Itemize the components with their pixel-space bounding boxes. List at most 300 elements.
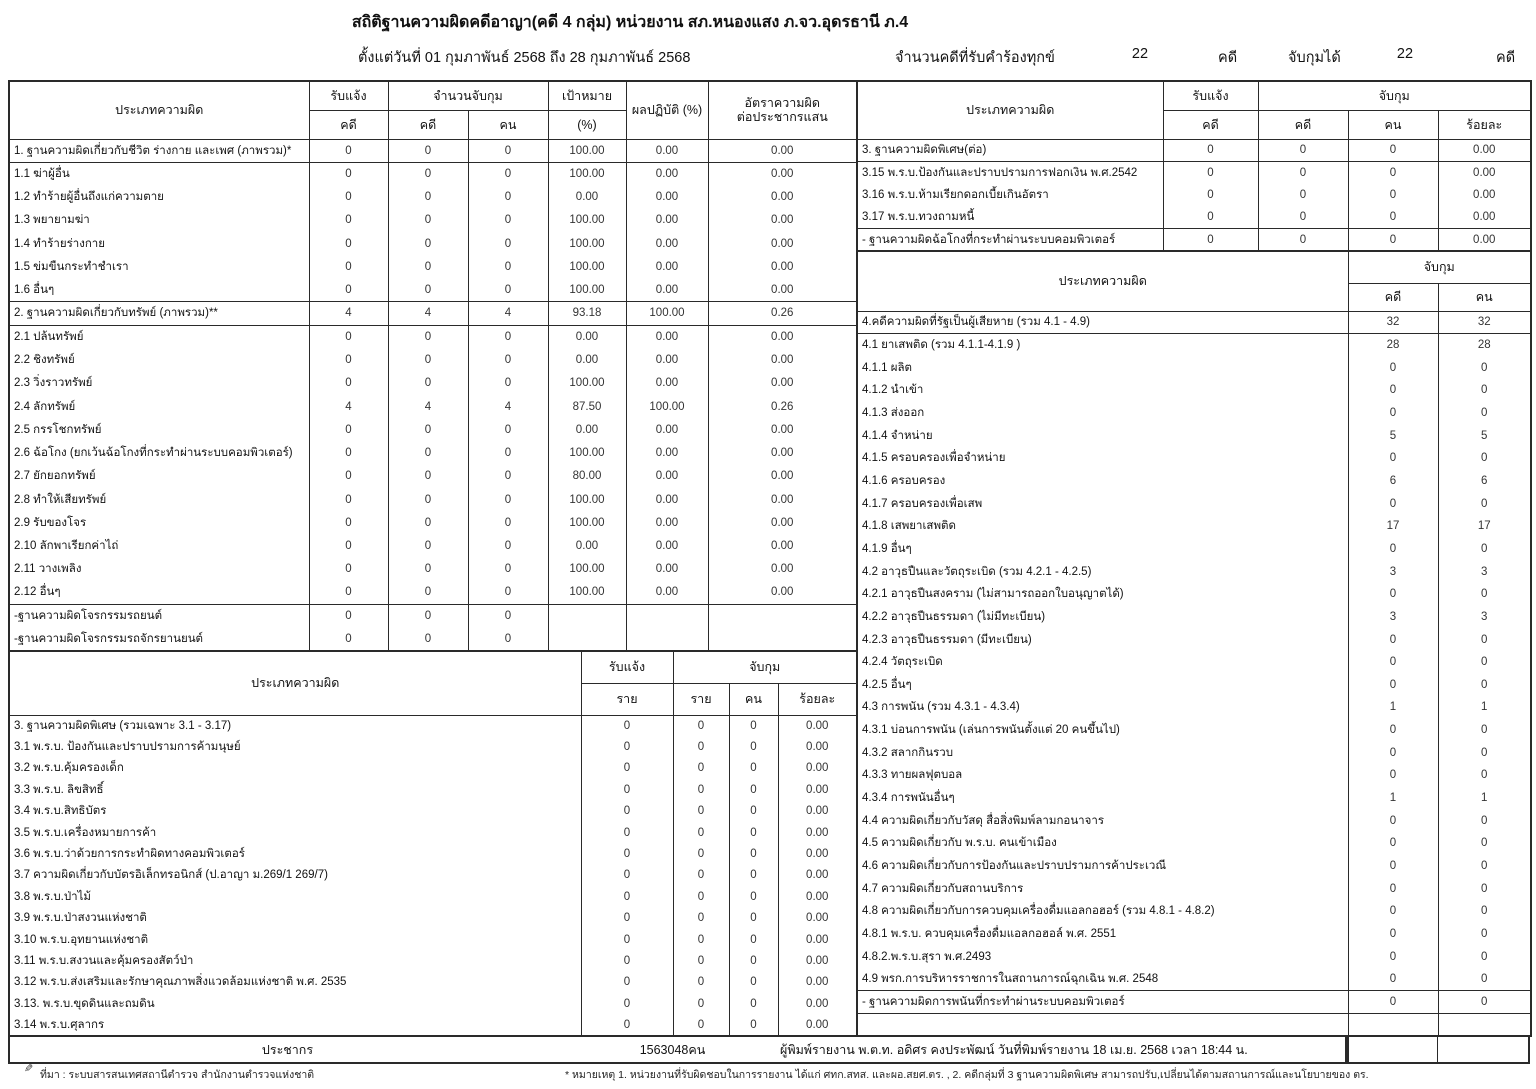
row-value: 0: [309, 418, 388, 441]
row-value: 0: [1348, 651, 1438, 674]
table-row: [857, 538, 1531, 561]
row-value: 100.00: [548, 255, 626, 278]
row-value: 100.00: [548, 139, 626, 162]
table-row: [857, 674, 1531, 697]
row-value: [548, 628, 626, 651]
table-row: [857, 945, 1531, 968]
table-row: [857, 311, 1531, 334]
row-value: 0: [1438, 447, 1531, 470]
row-value: 0: [1163, 206, 1258, 228]
row-value: 0: [388, 465, 468, 488]
row-value: 4: [468, 395, 548, 418]
table-row: [9, 715, 857, 736]
row-value: 0: [388, 558, 468, 581]
row-value: 0: [309, 628, 388, 651]
table-special-offenses: [8, 650, 858, 1037]
row-value: 0.00: [626, 558, 708, 581]
table-row: [857, 877, 1531, 900]
table-row: [9, 186, 857, 209]
row-value: 0.00: [708, 535, 857, 558]
row-value: 6: [1348, 470, 1438, 493]
row-value: 0: [729, 908, 778, 929]
row-value: 100.00: [626, 395, 708, 418]
col-header-offense-type: ประเภทความผิด: [9, 651, 581, 715]
row-value: 0.00: [548, 348, 626, 371]
row-value: 0: [1348, 139, 1438, 161]
row-value: 32: [1438, 311, 1531, 334]
row-value: 0: [1163, 229, 1258, 251]
row-value: 0: [1438, 991, 1531, 1014]
row-value: 0: [468, 279, 548, 302]
row-value: 0.00: [778, 886, 857, 907]
row-value: 0: [673, 886, 729, 907]
row-value: 0: [309, 372, 388, 395]
row-value: 0: [468, 418, 548, 441]
row-value: 0: [673, 843, 729, 864]
row-value: 100.00: [626, 302, 708, 325]
row-value: 100.00: [548, 558, 626, 581]
row-value: 100.00: [548, 581, 626, 604]
table-row: [857, 968, 1531, 991]
row-label: 3.1 พ.ร.บ. ป้องกันและปราบปรามการค้ามนุษย์: [14, 741, 241, 754]
row-value: 0.00: [708, 581, 857, 604]
table-row: [857, 741, 1531, 764]
row-value: 0: [1348, 161, 1438, 183]
col-subheader-case: คดี: [1258, 110, 1348, 139]
row-label: 4.คดีความผิดที่รัฐเป็นผู้เสียหาย (รวม 4.1 - 4.9): [857, 311, 1348, 334]
row-value: 0: [309, 255, 388, 278]
row-value: 0: [1438, 492, 1531, 515]
row-value: 0.00: [778, 1014, 857, 1035]
row-value: 0.00: [626, 186, 708, 209]
row-value: 0: [468, 441, 548, 464]
row-value: 0: [729, 715, 778, 736]
table-row: [857, 651, 1531, 674]
row-value: 0: [309, 139, 388, 162]
table-row: [857, 161, 1531, 183]
table-row: [9, 162, 857, 185]
row-value: 0: [388, 511, 468, 534]
row-value: 0: [309, 348, 388, 371]
rate-line1: อัตราความผิด: [744, 95, 820, 110]
row-value: 0: [1163, 184, 1258, 206]
table-state-victim-offenses: [856, 250, 1532, 1037]
row-value: 0: [388, 535, 468, 558]
row-label: 3.11 พ.ร.บ.สงวนและคุ้มครองสัตว์ป่า: [14, 954, 194, 967]
row-value: 0.00: [626, 535, 708, 558]
row-value: 0: [673, 950, 729, 971]
row-value: 0: [729, 736, 778, 757]
row-value: 3: [1438, 606, 1531, 629]
col-subheader-pct: (%): [548, 110, 626, 139]
row-value: 0.00: [1438, 161, 1531, 183]
row-value: 0: [1348, 402, 1438, 425]
row-value: 0: [1348, 900, 1438, 923]
row-value: 6: [1438, 470, 1531, 493]
row-value: 0: [1348, 945, 1438, 968]
table-row: [9, 929, 857, 950]
row-label: 4.8.2.พ.ร.บ.สุรา พ.ศ.2493: [862, 950, 992, 963]
row-label: 4.3.2 สลากกินรวบ: [862, 746, 954, 759]
col-header-offense-type: ประเภทความผิด: [857, 251, 1348, 311]
row-value: 0: [1438, 583, 1531, 606]
row-value: [1438, 1013, 1531, 1036]
row-value: 0.26: [708, 395, 857, 418]
row-label: - ฐานความผิดการพนันที่กระทำผ่านระบบคอมพิวเตอร์: [857, 991, 1348, 1014]
row-value: 0: [388, 139, 468, 162]
row-value: 0: [1438, 945, 1531, 968]
row-label: 4.2.4 วัตถุระเบิด: [862, 656, 943, 669]
table-row: [857, 764, 1531, 787]
row-value: 0.00: [626, 162, 708, 185]
row-value: 0: [581, 1014, 673, 1035]
table-row: [9, 488, 857, 511]
row-value: 0.00: [708, 255, 857, 278]
col-header-offense-type: ประเภทความผิด: [9, 81, 309, 139]
page-title: สถิติฐานความผิดคดีอาญา(คดี 4 กลุ่ม) หน่วยงาน สภ.หนองแสง ภ.จว.อุดรธานี ภ.4: [351, 14, 909, 31]
row-value: 100.00: [548, 372, 626, 395]
row-value: 0: [1438, 741, 1531, 764]
row-value: 0: [581, 715, 673, 736]
row-value: 0.00: [778, 843, 857, 864]
row-value: 0: [309, 558, 388, 581]
table-row: [9, 511, 857, 534]
row-value: 0.00: [626, 372, 708, 395]
row-value: 0.00: [708, 139, 857, 162]
row-label: 3.15 พ.ร.บ.ป้องกันและปราบปรามการฟอกเงิน พ.ศ.2542: [862, 166, 1138, 179]
col-subheader-pct: ร้อยละ: [1438, 110, 1531, 139]
row-value: 0: [1438, 674, 1531, 697]
table-row: [857, 696, 1531, 719]
table-row: [9, 1014, 857, 1035]
row-value: 0: [468, 348, 548, 371]
row-value: 93.18: [548, 302, 626, 325]
row-value: 0: [468, 372, 548, 395]
row-value: 0: [729, 886, 778, 907]
row-label: 3.8 พ.ร.บ.ป่าไม้: [14, 890, 91, 903]
row-value: 0: [1348, 741, 1438, 764]
row-label: 4.1.1 ผลิต: [862, 361, 913, 374]
table-row: [9, 950, 857, 971]
row-value: 0: [729, 1014, 778, 1035]
row-label: 3.10 พ.ร.บ.อุทยานแห่งชาติ: [14, 933, 149, 946]
row-value: 0: [673, 929, 729, 950]
row-label: -ฐานความผิดโจรกรรมรถยนต์: [14, 610, 163, 623]
row-value: 0: [1348, 855, 1438, 878]
table-row: [857, 356, 1531, 379]
row-value: 0.00: [708, 488, 857, 511]
row-value: [548, 604, 626, 627]
table-row: [857, 719, 1531, 742]
row-value: 0: [1438, 719, 1531, 742]
col-header-result-pct: ผลปฏิบัติ (%): [626, 81, 708, 139]
table-row: [857, 515, 1531, 538]
complaints-unit: คดี: [1218, 50, 1238, 66]
row-value: 0.00: [778, 715, 857, 736]
row-value: 0.00: [708, 209, 857, 232]
table-row: [857, 1013, 1531, 1036]
row-value: 0: [388, 604, 468, 627]
row-value: 0: [468, 581, 548, 604]
row-value: 0: [581, 972, 673, 993]
row-value: 0.00: [1438, 229, 1531, 251]
row-label: 3.9 พ.ร.บ.ป่าสงวนแห่งชาติ: [14, 912, 147, 925]
col-header-arrest-count: จำนวนจับกุม: [388, 81, 548, 110]
row-label: 1. ฐานความผิดเกี่ยวกับชีวิต ร่างกาย และเพศ (ภาพรวม)*: [9, 139, 309, 162]
row-value: [626, 628, 708, 651]
row-value: 0: [388, 255, 468, 278]
row-value: 100.00: [548, 488, 626, 511]
row-value: 0: [673, 779, 729, 800]
complaints-value: 22: [1131, 46, 1149, 62]
row-value: 0: [581, 886, 673, 907]
row-value: 0: [729, 758, 778, 779]
footer-empty-cell-person: [1437, 1037, 1528, 1062]
table-row: [9, 441, 857, 464]
row-label: 4.1.6 ครอบครอง: [862, 474, 946, 487]
arrest-unit: คดี: [1496, 50, 1516, 66]
row-label: 4.3 การพนัน (รวม 4.3.1 - 4.3.4): [862, 701, 1020, 714]
row-value: 0: [581, 865, 673, 886]
table-row: [9, 908, 857, 929]
row-value: 0.00: [778, 801, 857, 822]
row-value: 0: [729, 779, 778, 800]
row-value: 0: [1348, 379, 1438, 402]
row-value: 0: [388, 232, 468, 255]
table-row: [857, 334, 1531, 357]
table-row: [9, 209, 857, 232]
table-row: [9, 418, 857, 441]
row-value: 0: [1258, 229, 1348, 251]
row-label: 3.7 ความผิดเกี่ยวกับบัตรอิเล็กทรอนิกส์ (ป.อาญา ม.269/1 269/7): [14, 869, 328, 882]
row-value: 0: [388, 488, 468, 511]
row-value: 0: [673, 993, 729, 1014]
row-value: 0: [309, 511, 388, 534]
table-row: [857, 402, 1531, 425]
col-header-rate-per-100k: [708, 81, 857, 139]
table-row: [857, 832, 1531, 855]
table-row: [9, 736, 857, 757]
table-row: [9, 604, 857, 627]
row-value: 0.00: [626, 209, 708, 232]
row-value: 0: [1438, 538, 1531, 561]
row-value: 0: [1438, 651, 1531, 674]
row-value: 0.00: [548, 418, 626, 441]
row-value: 0: [468, 255, 548, 278]
row-value: 1: [1348, 696, 1438, 719]
row-label: 2.4 ลักทรัพย์: [14, 400, 76, 413]
col-subheader-person: คน: [468, 110, 548, 139]
row-label: 4.1.2 นำเข้า: [862, 384, 924, 397]
row-value: 0: [468, 558, 548, 581]
table-row: [857, 628, 1531, 651]
row-value: 0: [1438, 877, 1531, 900]
row-value: 0: [388, 348, 468, 371]
row-value: 0: [1348, 832, 1438, 855]
table-row: [857, 809, 1531, 832]
row-label: 4.7 ความผิดเกี่ยวกับสถานบริการ: [862, 882, 1024, 895]
row-value: 100.00: [548, 162, 626, 185]
row-value: 0.00: [626, 325, 708, 348]
row-value: 3: [1438, 560, 1531, 583]
row-label: -ฐานความผิดโจรกรรมรถจักรยานยนต์: [14, 632, 204, 645]
row-value: 0: [581, 779, 673, 800]
row-label: 4.3.4 การพนันอื่นๆ: [862, 792, 955, 805]
row-label: 1.2 ทำร้ายผู้อื่นถึงแก่ความตาย: [14, 191, 164, 204]
row-label: 3.5 พ.ร.บ.เครื่องหมายการค้า: [14, 826, 157, 839]
row-value: 0.00: [548, 535, 626, 558]
row-value: 0: [581, 801, 673, 822]
row-value: 4: [309, 395, 388, 418]
row-value: 0: [1348, 968, 1438, 991]
row-value: [708, 628, 857, 651]
row-value: 0: [1438, 764, 1531, 787]
row-value: 0: [581, 993, 673, 1014]
table-row: [857, 379, 1531, 402]
footer-empty-cells: [1347, 1035, 1530, 1064]
row-label: 4.2.3 อาวุธปืนธรรมดา (มีทะเบียน): [862, 633, 1032, 646]
row-value: 0: [1438, 855, 1531, 878]
row-value: 80.00: [548, 465, 626, 488]
row-value: 3: [1348, 606, 1438, 629]
row-value: 0: [468, 162, 548, 185]
row-value: 0: [388, 325, 468, 348]
row-value: 0.26: [708, 302, 857, 325]
row-value: 0.00: [778, 993, 857, 1014]
table-row: [857, 787, 1531, 810]
row-value: 0: [1348, 923, 1438, 946]
row-value: 0: [1438, 968, 1531, 991]
row-label: 4.2.2 อาวุธปืนธรรมดา (ไม่มีทะเบียน): [862, 610, 1046, 623]
complaints-label: จำนวนคดีที่รับคำร้องทุกข์: [895, 50, 1055, 66]
table-row: [857, 206, 1531, 228]
row-value: 0: [1438, 900, 1531, 923]
row-label: 4.1.9 อื่นๆ: [862, 542, 912, 555]
pen-icon: ✎: [24, 1063, 34, 1075]
row-label: 2.1 ปล้นทรัพย์: [14, 331, 84, 343]
col-subheader-case: คดี: [388, 110, 468, 139]
row-label: 3.14 พ.ร.บ.ศุลากร: [14, 1018, 105, 1031]
table-row: [857, 447, 1531, 470]
row-label: - ฐานความผิดฉ้อโกงที่กระทำผ่านระบบคอมพิวเตอร์: [857, 229, 1163, 251]
table-row: [9, 993, 857, 1014]
row-label: 3.16 พ.ร.บ.ห้ามเรียกดอกเบี้ยเกินอัตรา: [862, 188, 1049, 201]
row-value: 0: [1438, 923, 1531, 946]
table-row: [9, 628, 857, 651]
row-value: 17: [1438, 515, 1531, 538]
row-label: 3.3 พ.ร.บ. ลิขสิทธิ์: [14, 783, 104, 796]
row-value: 0: [309, 232, 388, 255]
col-subheader-rai: ราย: [673, 683, 729, 715]
row-value: 17: [1348, 515, 1438, 538]
row-label: 3. ฐานความผิดพิเศษ(ต่อ): [857, 139, 1163, 161]
row-value: 0: [1348, 991, 1438, 1014]
row-value: 0.00: [708, 465, 857, 488]
row-value: 4: [309, 302, 388, 325]
table-row: [857, 184, 1531, 206]
row-label: 4.1.7 ครอบครองเพื่อเสพ: [862, 497, 983, 510]
col-header-arrest: จับกุม: [1348, 251, 1531, 283]
row-value: 0: [1348, 583, 1438, 606]
row-label: 4.5 ความผิดเกี่ยวกับ พ.ร.บ. คนเข้าเมือง: [862, 837, 1057, 850]
table-row: [857, 900, 1531, 923]
table-row: [9, 865, 857, 886]
table-row: [9, 822, 857, 843]
row-value: 0: [388, 209, 468, 232]
row-value: 0: [729, 929, 778, 950]
row-value: 0: [468, 465, 548, 488]
row-value: 0: [309, 441, 388, 464]
row-label: 3. ฐานความผิดพิเศษ (รวมเฉพาะ 3.1 - 3.17): [14, 719, 232, 732]
row-value: 0: [388, 628, 468, 651]
row-value: 0: [468, 535, 548, 558]
row-value: 0.00: [778, 779, 857, 800]
row-value: 0: [729, 993, 778, 1014]
row-value: 0: [729, 950, 778, 971]
row-value: 0: [309, 465, 388, 488]
row-value: 0.00: [778, 972, 857, 993]
row-value: 0.00: [708, 418, 857, 441]
row-label: 4.1.4 จำหน่าย: [862, 429, 933, 442]
row-value: 0: [1348, 447, 1438, 470]
row-value: 0: [729, 801, 778, 822]
row-value: 0.00: [778, 736, 857, 757]
row-value: 28: [1438, 334, 1531, 357]
col-subheader-person: คน: [1348, 110, 1438, 139]
row-value: 0.00: [626, 465, 708, 488]
printed-by: ผู้พิมพ์รายงาน พ.ต.ท. อดิศร คงประพัฒน์ วันที่พิมพ์รายงาน 18 เม.ย. 2568 เวลา 18:44 น.: [780, 1042, 1248, 1057]
row-value: 0.00: [708, 325, 857, 348]
row-label: 1.4 ทำร้ายร่างกาย: [14, 237, 106, 250]
row-label: 2.11 วางเพลิง: [14, 563, 82, 576]
row-value: 87.50: [548, 395, 626, 418]
row-value: 0: [581, 736, 673, 757]
population-value: 1563048คน: [639, 1042, 706, 1057]
row-value: 0: [388, 418, 468, 441]
rate-line2: ต่อประชากรแสน: [736, 110, 828, 125]
table-row: [9, 535, 857, 558]
row-value: 0: [468, 604, 548, 627]
row-label: 4.1.8 เสพยาเสพติด: [862, 520, 956, 533]
row-label: 4.8 ความผิดเกี่ยวกับการควบคุมเครื่องดื่มแอลกอฮอร์ (รวม 4.8.1 - 4.8.2): [862, 905, 1215, 918]
row-value: 0: [468, 325, 548, 348]
row-value: 28: [1348, 334, 1438, 357]
row-label: 4.1 ยาเสพติด (รวม 4.1.1-4.1.9 ): [862, 339, 1021, 352]
table-row: [857, 991, 1531, 1014]
row-label: 2.2 ชิงทรัพย์: [14, 354, 75, 367]
row-value: [708, 604, 857, 627]
row-value: 0.00: [1438, 139, 1531, 161]
row-label: 4.4 ความผิดเกี่ยวกับวัสดุ สื่อสิ่งพิมพ์ลามกอนาจาร: [862, 814, 1105, 827]
row-value: 0: [673, 972, 729, 993]
row-value: 0: [1438, 832, 1531, 855]
row-value: 0: [673, 822, 729, 843]
row-label: 4.8.1 พ.ร.บ. ควบคุมเครื่องดื่มแอลกอฮอล์ พ.ศ. 2551: [862, 928, 1117, 941]
table-row: [9, 843, 857, 864]
table-row: [857, 470, 1531, 493]
row-value: 0: [309, 581, 388, 604]
row-label: 1.6 อื่นๆ: [9, 279, 309, 302]
col-subheader-person: คน: [729, 683, 778, 715]
row-value: 0: [581, 758, 673, 779]
row-value: 32: [1348, 311, 1438, 334]
row-value: 0: [729, 843, 778, 864]
col-header-arrest: จับกุม: [673, 651, 857, 683]
row-value: 0: [1348, 206, 1438, 228]
table-row: [9, 779, 857, 800]
col-subheader-case: คดี: [1163, 110, 1258, 139]
row-value: 0: [1348, 538, 1438, 561]
